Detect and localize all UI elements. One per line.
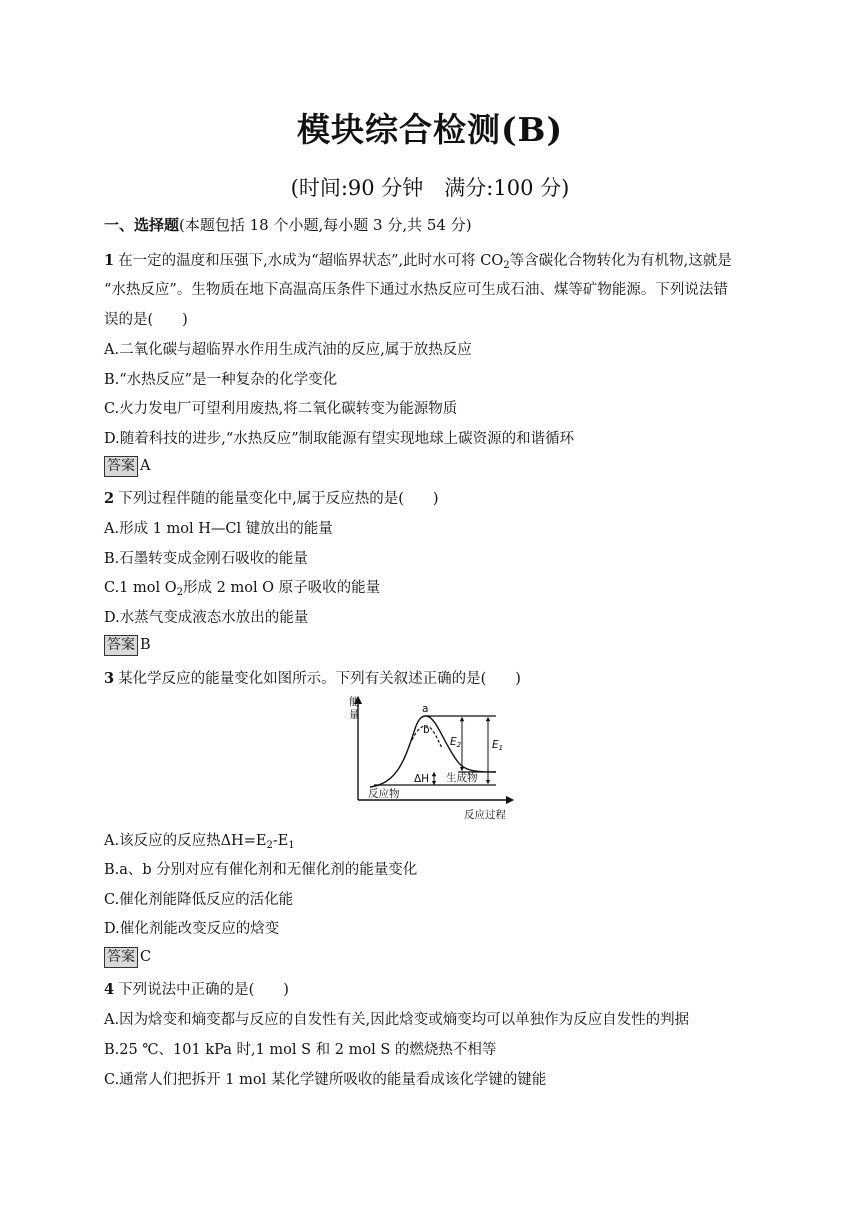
q3-option-a-mid: -E bbox=[272, 833, 289, 849]
e2-label: E2 bbox=[450, 736, 462, 749]
q1-stem-text-cont: 等含碳化合物转化为有机物,这就是 bbox=[509, 253, 732, 269]
dh-label: ΔH bbox=[414, 773, 430, 785]
q4-stem bbox=[104, 978, 289, 999]
q1-option-b: B.“水热反应”是一种复杂的化学变化 bbox=[104, 372, 338, 388]
section-desc: (本题包括 18 个小题,每小题 3 分,共 54 分) bbox=[179, 216, 472, 234]
q1-answer-value: A bbox=[140, 458, 151, 474]
q3-option-a bbox=[104, 829, 295, 851]
q1-answer bbox=[104, 456, 150, 477]
q4-option-b: B.25 ℃、101 kPa 时,1 mol S 和 2 mol S 的燃烧热不相等 bbox=[104, 1042, 497, 1058]
q1-stem-text: 在一定的温度和压强下,水成为“超临界状态”,此时水可将 CO bbox=[118, 253, 504, 269]
section-label: 一、选择题 bbox=[104, 216, 180, 234]
peak-b-label: b bbox=[423, 724, 430, 736]
q2-option-d: D.水蒸气变成液态水放出的能量 bbox=[104, 610, 309, 626]
q2-option-b: B.石墨转变成金刚石吸收的能量 bbox=[104, 551, 308, 567]
answer-label-box: 答案 bbox=[104, 635, 138, 656]
q3-option-a-sub1: 2 bbox=[266, 840, 273, 851]
page-title: 模块综合检测(B) bbox=[296, 110, 564, 149]
q1-stem-line3: 误的是( ) bbox=[104, 312, 188, 328]
q3-option-b: B.a、b 分别对应有催化剂和无催化剂的能量变化 bbox=[104, 862, 418, 878]
answer-label-box: 答案 bbox=[104, 456, 138, 477]
x-axis-label: 反应过程 bbox=[464, 809, 506, 821]
product-label: 生成物 bbox=[446, 772, 478, 784]
q3-number: 3 bbox=[104, 670, 115, 687]
answer-label-box: 答案 bbox=[104, 947, 138, 968]
q4-option-c: C.通常人们把拆开 1 mol 某化学键所吸收的能量看成该化学键的键能 bbox=[104, 1072, 547, 1088]
q1-option-d: D.随着科技的进步,“水热反应”制取能源有望实现地球上碳资源的和谐循环 bbox=[104, 431, 575, 447]
q2-stem-text: 下列过程伴随的能量变化中,属于反应热的是( ) bbox=[118, 491, 439, 507]
q2-option-c-text: C.1 mol O bbox=[104, 580, 177, 596]
q3-option-d: D.催化剂能改变反应的焓变 bbox=[104, 921, 280, 937]
reactant-label: 反应物 bbox=[368, 788, 400, 800]
q2-option-c-text-cont: 形成 2 mol O 原子吸收的能量 bbox=[183, 580, 381, 596]
q2-answer-value: B bbox=[140, 637, 151, 653]
e1-label: E1 bbox=[492, 739, 504, 752]
q3-option-c: C.催化剂能降低反应的活化能 bbox=[104, 892, 294, 908]
q3-stem-text: 某化学反应的能量变化如图所示。下列有关叙述正确的是( ) bbox=[118, 671, 521, 687]
q4-number: 4 bbox=[104, 981, 115, 998]
q1-subscript: 2 bbox=[503, 260, 510, 271]
q3-answer bbox=[104, 947, 151, 968]
peak-a-label: a bbox=[422, 703, 429, 715]
q3-option-a-sub2: 1 bbox=[288, 840, 295, 851]
q1-stem-line1 bbox=[104, 249, 732, 271]
energy-diagram bbox=[346, 692, 514, 822]
q2-option-a: A.形成 1 mol H—Cl 键放出的能量 bbox=[104, 521, 333, 537]
page-subtitle: (时间:90 分钟 满分:100 分) bbox=[290, 176, 570, 200]
q2-number: 2 bbox=[104, 490, 115, 507]
y-axis-label-1: 能 bbox=[349, 696, 360, 708]
q4-option-a: A.因为焓变和熵变都与反应的自发性有关,因此焓变或熵变均可以单独作为反应自发性的判据 bbox=[104, 1012, 690, 1028]
q3-stem bbox=[104, 667, 521, 688]
q2-answer bbox=[104, 635, 151, 656]
q3-option-a-text: A.该反应的反应热ΔH=E bbox=[104, 833, 267, 849]
q1-number: 1 bbox=[104, 252, 115, 269]
q2-option-c-subscript: 2 bbox=[176, 587, 184, 598]
q1-stem-line2: “水热反应”。生物质在地下高温高压条件下通过水热反应可生成石油、煤等矿物能源。下列说法错 bbox=[104, 282, 728, 298]
q1-option-c: C.火力发电厂可望利用废热,将二氧化碳转变为能源物质 bbox=[104, 401, 458, 417]
q3-answer-value: C bbox=[140, 949, 152, 965]
q2-option-c bbox=[104, 576, 380, 598]
q4-stem-text: 下列说法中正确的是( ) bbox=[118, 982, 289, 998]
q2-stem bbox=[104, 487, 439, 508]
q1-option-a: A.二氧化碳与超临界水作用生成汽油的反应,属于放热反应 bbox=[104, 342, 472, 358]
section-header bbox=[104, 214, 472, 235]
y-axis-label-2: 量 bbox=[349, 709, 360, 721]
